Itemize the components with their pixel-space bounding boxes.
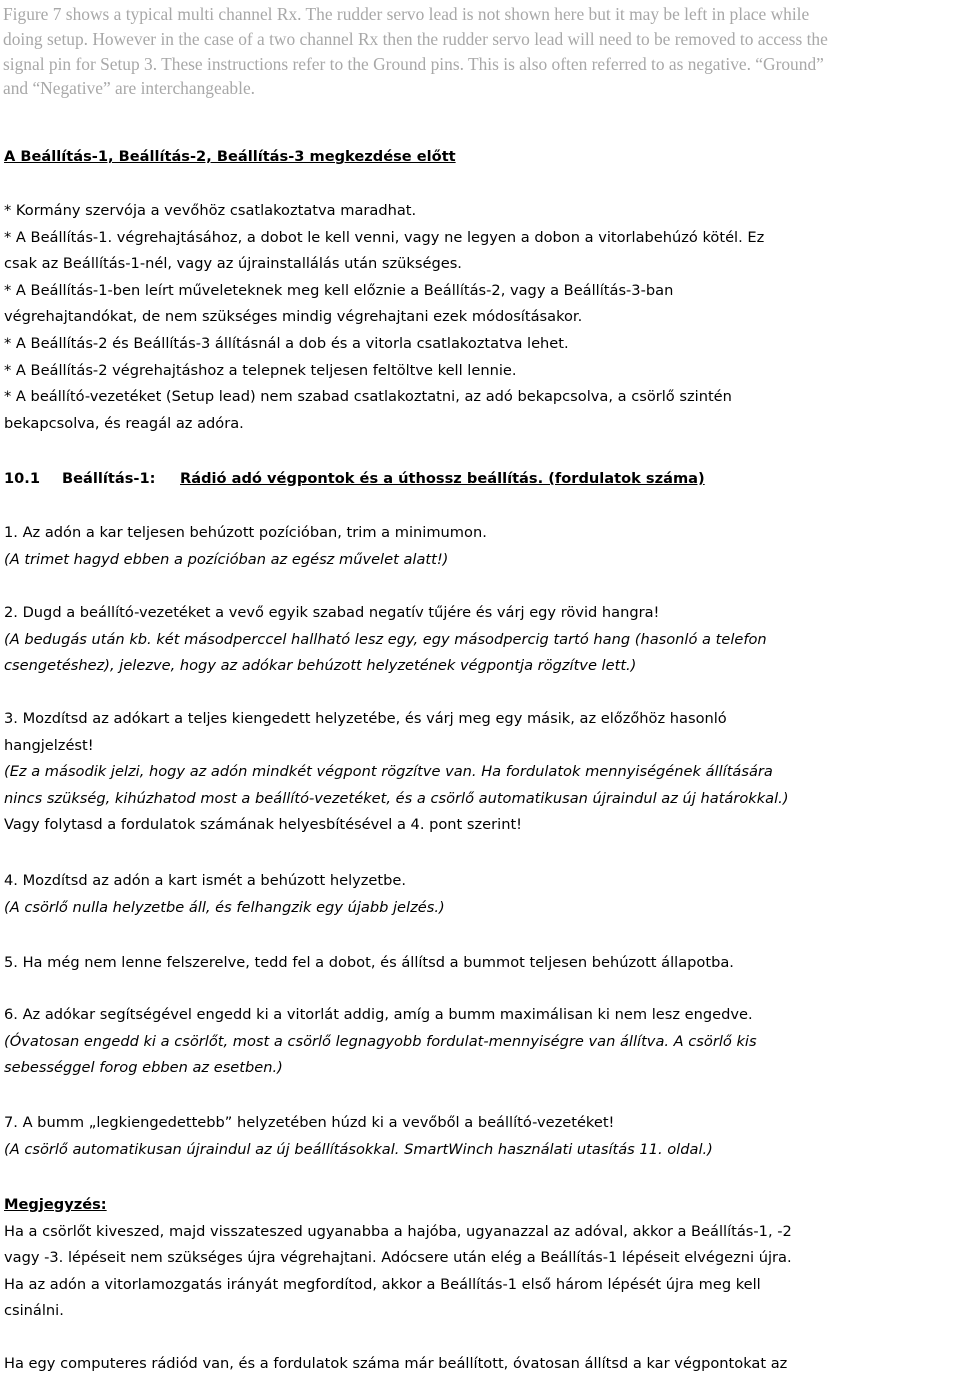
before-setup-line: * Kormány szervója a vevőhöz csatlakoztatva maradhat. (4, 202, 417, 219)
step-note: sebességgel forog ebben az esetben.) (4, 1059, 283, 1077)
step-6 (4, 1002, 956, 1082)
before-setup-heading: A Beállítás-1, Beállítás-2, Beállítás-3 megkezdése előtt (4, 148, 456, 165)
note-line: csinálni. (4, 1302, 64, 1320)
step-note: (A bedugás után kb. két másodperccel hallható lesz egy, egy másodpercig tartó hang (hasonló a telefon (4, 630, 767, 648)
section-heading-block (4, 466, 956, 493)
step-2 (4, 600, 956, 680)
section-title: Rádió adó végpontok és a úthossz beállítás. (fordulatok száma) (180, 470, 705, 487)
step-text: 3. Mozdítsd az adókart a teljes kiengedett helyzetébe, és várj meg egy másik, az előzőhöz hasonló (4, 710, 727, 727)
step-note: (Óvatosan engedd ki a csörlőt, most a csörlő legnagyobb fordulat-mennyiségre van állítva. A csörlő kis (4, 1032, 757, 1050)
intro-line: signal pin for Setup 3. These instructions refer to the Ground pins. This is also often referred to as negative. “Ground” (3, 53, 824, 74)
step-note: nincs szükség, kihúzhatod most a beállító-vezetéket, és a csörlő automatikusan újraindul az új határokkal.) (4, 789, 789, 807)
step-text: 1. Az adón a kar teljesen behúzott pozícióban, trim a minimumon. (4, 524, 487, 541)
intro-paragraph (3, 2, 953, 101)
note-line: vagy -3. lépéseit nem szükséges újra végrehajtani. Adócsere után elég a Beállítás-1 lépéseit elvégezni újra. (4, 1249, 792, 1267)
before-setup-line: * A Beállítás-2 végrehajtáshoz a telepnek teljesen feltöltve kell lennie. (4, 361, 517, 379)
step-note: (A csörlő automatikusan újraindul az új beállításokkal. SmartWinch használati utasítás 11. oldal.) (4, 1140, 713, 1158)
step-3 (4, 706, 956, 839)
before-setup-line: bekapcsolva, és reagál az adóra. (4, 414, 244, 432)
step-text: Vagy folytasd a fordulatok számának helyesbítésével a 4. pont szerint! (4, 816, 523, 834)
before-setup-heading-block (4, 144, 956, 171)
note-heading: Megjegyzés: (4, 1196, 107, 1213)
note-last-block (4, 1351, 956, 1378)
intro-line: Figure 7 shows a typical multi channel Rx. The rudder servo lead is not shown here but it may be left in place while (3, 4, 810, 24)
note-line: Ha az adón a vitorlamozgatás irányát megfordítod, akkor a Beállítás-1 első három lépését újra meg kell (4, 1275, 761, 1293)
before-setup-line: * A beállító-vezetéket (Setup lead) nem szabad csatlakoztatni, az adó bekapcsolva, a csörlő szintén (4, 388, 732, 406)
step-1 (4, 520, 956, 573)
before-setup-line: * A Beállítás-1-ben leírt műveleteknek meg kell előznie a Beállítás-2, vagy a Beállítás-3-ban (4, 281, 674, 299)
section-heading (4, 466, 956, 493)
step-text: 2. Dugd a beállító-vezetéket a vevő egyik szabad negatív tűjére és várj egy rövid hangra! (4, 604, 660, 621)
step-note: (A csörlő nulla helyzetbe áll, és felhangzik egy újabb jelzés.) (4, 898, 445, 916)
before-setup-line: * A Beállítás-1. végrehajtásához, a dobot le kell venni, vagy ne legyen a dobon a vitorlabehúzó kötél. Ez (4, 228, 765, 246)
step-5 (4, 950, 956, 977)
note-last-line: Ha egy computeres rádiód van, és a fordulatok száma már beállított, óvatosan állítsd a kar végpontokat az (4, 1355, 788, 1372)
step-7 (4, 1110, 956, 1163)
step-4 (4, 868, 956, 921)
step-note: (A trimet hagyd ebben a pozícióban az egész művelet alatt!) (4, 550, 449, 568)
step-text: 6. Az adókar segítségével engedd ki a vitorlát addig, amíg a bumm maximálisan ki nem lesz engedve. (4, 1006, 753, 1023)
note-line: Ha a csörlőt kiveszed, majd visszateszed ugyanabba a hajóba, ugyanazzal az adóval, akkor a Beállítás-1, -2 (4, 1222, 792, 1240)
note-block (4, 1192, 956, 1325)
step-text: 5. Ha még nem lenne felszerelve, tedd fel a dobot, és állítsd a bummot teljesen behúzott állapotba. (4, 954, 734, 971)
section-number: 10.1 (4, 470, 41, 487)
section-label: Beállítás-1: (62, 470, 156, 487)
step-text: 7. A bumm „legkiengedettebb” helyzetében húzd ki a vevőből a beállító-vezetéket! (4, 1114, 615, 1131)
intro-line: doing setup. However in the case of a two channel Rx then the rudder servo lead will need to be removed to access the (3, 28, 828, 49)
before-setup-line: csak az Beállítás-1-nél, vagy az újrainstallálás után szükséges. (4, 255, 462, 273)
intro-line: and “Negative” are interchangeable. (3, 78, 256, 99)
before-setup-line: végrehajtandókat, de nem szükséges mindig végrehajtani ezek módosításakor. (4, 308, 583, 326)
step-note: csengetéshez), jelezve, hogy az adókar behúzott helyzetének végpontja rögzítve lett.) (4, 657, 637, 675)
before-setup-list (4, 198, 956, 437)
step-note: (Ez a második jelzi, hogy az adón mindkét végpont rögzítve van. Ha fordulatok mennyiségének állítására (4, 763, 773, 781)
before-setup-line: * A Beállítás-2 és Beállítás-3 állításnál a dob és a vitorla csatlakoztatva lehet. (4, 334, 569, 352)
step-text: hangjelzést! (4, 736, 94, 754)
step-text: 4. Mozdítsd az adón a kart ismét a behúzott helyzetbe. (4, 872, 407, 889)
